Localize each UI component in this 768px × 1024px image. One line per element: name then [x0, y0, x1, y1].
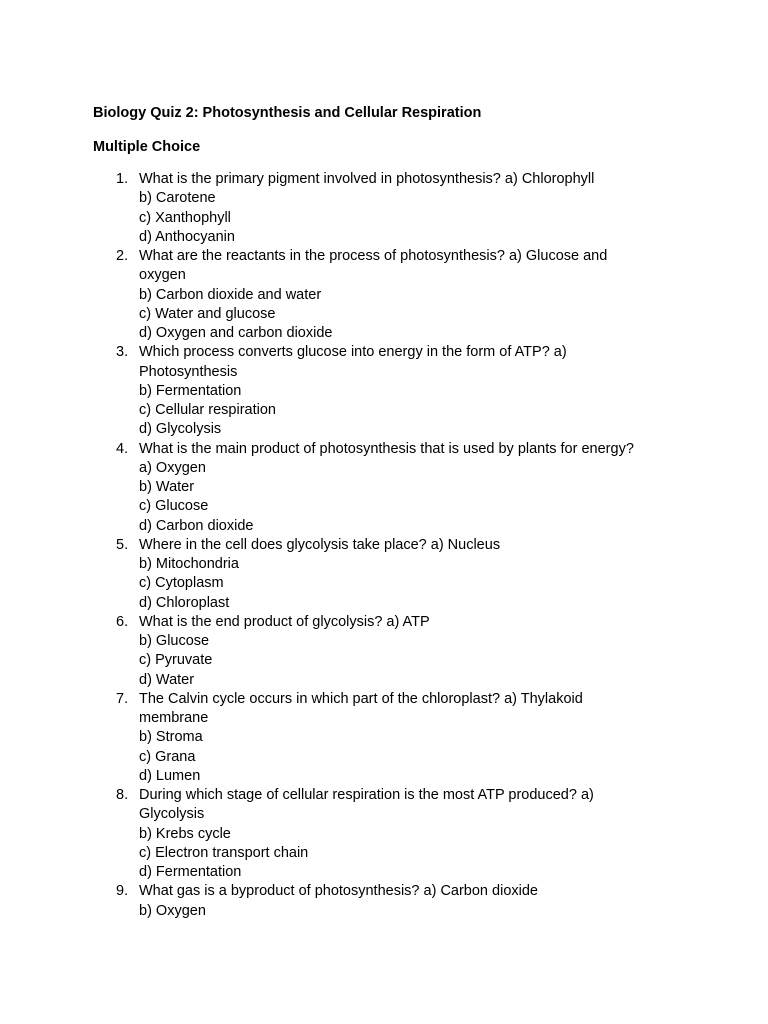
- answer-option: d) Lumen: [139, 767, 201, 784]
- question-number: 5.: [116, 536, 129, 553]
- answer-option: b) Oxygen: [139, 902, 206, 919]
- question-text: Which process converts glucose into energy in the form of ATP? a): [139, 344, 567, 361]
- question-number: 9.: [116, 883, 129, 900]
- answer-option: b) Glucose: [139, 633, 210, 649]
- answer-option: d) Chloroplast: [139, 594, 230, 611]
- answer-option: c) Cytoplasm: [139, 575, 224, 592]
- question-number: 6.: [116, 613, 129, 630]
- question-item: [0, 247, 679, 343]
- question-number: 2.: [116, 248, 129, 264]
- answer-option: b) Water: [139, 479, 195, 495]
- answer-option: b) Fermentation: [139, 382, 242, 399]
- section-heading: Multiple Choice: [93, 139, 201, 155]
- question-text: What is the main product of photosynthesis that is used by plants for energy?: [139, 440, 634, 457]
- answer-option: d) Oxygen and carbon dioxide: [139, 325, 333, 341]
- document-title: Biology Quiz 2: Photosynthesis and Cellular Respiration: [93, 105, 482, 121]
- question-number: 8.: [116, 787, 129, 803]
- question-item: [0, 786, 679, 882]
- question-item: [0, 440, 679, 536]
- question-text: What gas is a byproduct of photosynthesis? a) Carbon dioxide: [139, 883, 538, 900]
- answer-option: b) Carbon dioxide and water: [139, 286, 322, 303]
- question-number: 3.: [116, 344, 129, 361]
- question-item: [0, 882, 679, 921]
- question-text: The Calvin cycle occurs in which part of the chloroplast? a) Thylakoid: [139, 690, 583, 707]
- answer-option: b) Mitochondria: [139, 556, 239, 572]
- question-text-continuation: oxygen: [139, 267, 186, 284]
- answer-option: d) Anthocyanin: [139, 228, 235, 245]
- answer-option: b) Stroma: [139, 729, 203, 746]
- question-item: [0, 690, 679, 786]
- answer-option: c) Xanthophyll: [139, 209, 231, 226]
- question-text-continuation: Glycolysis: [139, 806, 205, 823]
- answer-option: c) Cellular respiration: [139, 402, 276, 418]
- question-item: [0, 343, 679, 439]
- question-item: [0, 536, 679, 613]
- answer-option: c) Water and glucose: [139, 305, 276, 322]
- question-list: [0, 170, 768, 921]
- answer-option: d) Fermentation: [139, 864, 242, 880]
- question-item: [0, 613, 679, 690]
- question-number: 1.: [116, 171, 129, 187]
- question-text-continuation: membrane: [139, 710, 209, 726]
- answer-option: d) Water: [139, 671, 195, 688]
- answer-option: c) Pyruvate: [139, 652, 213, 669]
- question-text: What are the reactants in the process of photosynthesis? a) Glucose and: [139, 248, 608, 264]
- answer-option: c) Glucose: [139, 498, 209, 515]
- question-number: 7.: [116, 690, 129, 707]
- question-text: What is the end product of glycolysis? a) ATP: [139, 613, 430, 630]
- answer-option: c) Electron transport chain: [139, 844, 309, 861]
- question-text: Where in the cell does glycolysis take place? a) Nucleus: [139, 536, 501, 553]
- answer-option: b) Carotene: [139, 190, 216, 207]
- answer-option: b) Krebs cycle: [139, 825, 231, 842]
- question-text: During which stage of cellular respiration is the most ATP produced? a): [139, 787, 594, 803]
- answer-option: d) Glycolysis: [139, 421, 222, 438]
- answer-option: a) Oxygen: [139, 459, 206, 476]
- answer-option: c) Grana: [139, 748, 196, 765]
- answer-option: d) Carbon dioxide: [139, 517, 254, 534]
- question-text-continuation: Photosynthesis: [139, 363, 238, 380]
- question-item: [0, 170, 679, 247]
- question-text: What is the primary pigment involved in photosynthesis? a) Chlorophyll: [139, 171, 595, 187]
- question-number: 4.: [116, 440, 129, 457]
